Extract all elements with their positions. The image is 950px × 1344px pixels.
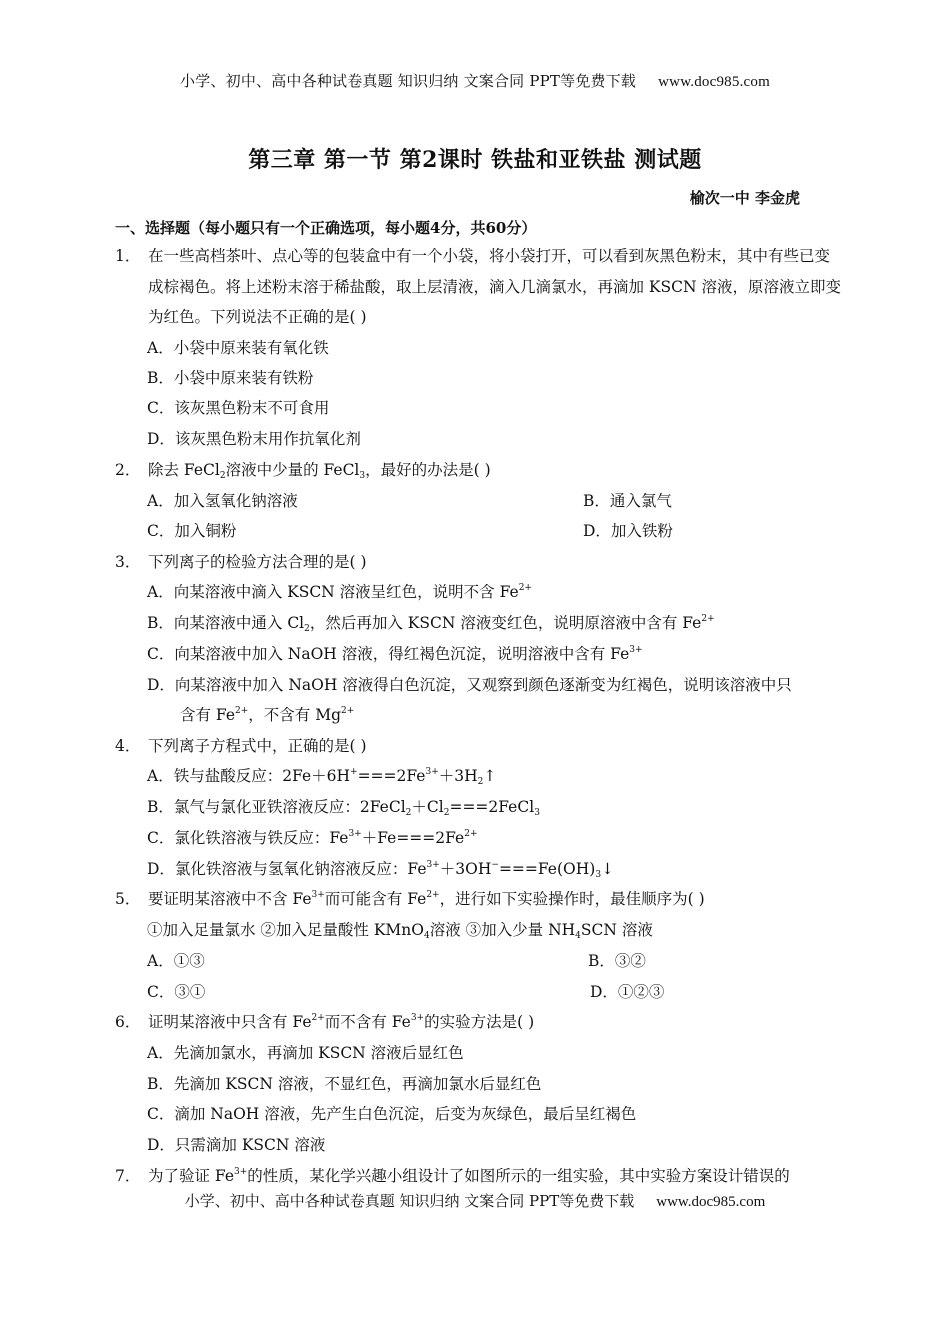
question-text: 为了验证 $Fe^{3+}$的性质，某化学兴趣小组设计了如图所示的一组实验，其中实验方案设计错误的 — [148, 1167, 790, 1185]
q3-option-d-continued: 含有 $Fe^{2+}$，不含有 $Mg^{2+}$ — [180, 706, 355, 724]
q4-option-b: B．氯气与氯化亚铁溶液反应：$2FeCl_2+Cl_2===2FeCl_3$ — [147, 798, 540, 818]
q5-option-d: D．①②③ — [590, 983, 665, 1001]
q5-option-b: B．③② — [588, 952, 646, 970]
header-text: 小学、初中、高中各种试卷真题 知识归纳 文案合同 PPT等免费下载 — [180, 72, 637, 90]
q4-option-d: D．氯化铁溶液与氢氧化钠溶液反应：$Fe^{3+}+3OH^-===Fe(OH)_3↓$ — [147, 860, 615, 880]
footer-url[interactable]: www.doc985.com — [656, 1194, 766, 1210]
q3-option-a: A．向某溶液中滴入 KSCN 溶液呈红色，说明不含 $Fe^{2+}$ — [147, 583, 532, 601]
question-number: 1． — [115, 247, 141, 265]
author: 榆次一中 李金虎 — [689, 189, 800, 207]
q3-option-c: C．向某溶液中加入 NaOH 溶液，得红褐色沉淀，说明溶液中含有 $Fe^{3+}$ — [147, 645, 643, 663]
question-4 — [115, 731, 845, 762]
question-number: 7． — [115, 1167, 141, 1185]
question-text: 在一些高档茶叶、点心等的包装盒中有一个小袋，将小袋打开，可以看到灰黑色粉末，其中有些已变成棕褐色。将上述粉末溶于稀盐酸，取上层清液，滴入几滴氯水，再滴加 KSCN 溶液，原溶液立即变为红色。下列说法不正确的是( ) — [148, 247, 841, 326]
q5-steps: ①加入足量氯水 ②加入足量酸性 KMnO$_4$溶液 ③加入少量 $NH_4SCN$ 溶液 — [147, 921, 653, 941]
q4-option-a: A．铁与盐酸反应：$2Fe+6H^+===2Fe^{3+}+3H_2↑$ — [147, 767, 497, 787]
footer-text: 小学、初中、高中各种试卷真题 知识归纳 文案合同 PPT等免费下载 — [184, 1192, 635, 1210]
question-number: 6． — [115, 1013, 141, 1031]
question-3 — [115, 547, 845, 578]
page-footer — [0, 1190, 950, 1211]
question-text: 证明某溶液中只含有 $Fe^{2+}$而不含有 $Fe^{3+}$的实验方法是( ) — [148, 1013, 535, 1031]
q1-option-b: B．小袋中原来装有铁粉 — [147, 369, 314, 387]
q2-option-d: D．加入铁粉 — [583, 522, 673, 540]
question-number: 2． — [115, 461, 141, 479]
question-5 — [115, 884, 845, 915]
q6-option-c: C．滴加 NaOH 溶液，先产生白色沉淀，后变为灰绿色，最后呈红褐色 — [147, 1105, 637, 1123]
question-2 — [115, 455, 845, 486]
q1-option-c: C．该灰黑色粉末不可食用 — [147, 399, 330, 417]
q5-option-a: A．①③ — [147, 952, 205, 970]
q4-option-c: C．氯化铁溶液与铁反应：$Fe^{3+}+Fe===2Fe^{2+}$ — [147, 829, 478, 847]
header-url[interactable]: www.doc985.com — [658, 74, 770, 90]
section-heading: 一、选择题（每小题只有一个正确选项，每小题4分，共60分） — [115, 219, 537, 237]
q5-option-c: C．③① — [147, 983, 206, 1001]
question-text: 下列离子方程式中，正确的是( ) — [148, 737, 367, 755]
q2-option-a: A．加入氢氧化钠溶液 — [147, 492, 298, 510]
q2-option-c: C．加入铜粉 — [147, 522, 237, 540]
q1-option-d: D．该灰黑色粉末用作抗氧化剂 — [147, 430, 361, 448]
question-7 — [115, 1161, 845, 1192]
q3-option-b: B．向某溶液中通入 $Cl_2$，然后再加入 KSCN 溶液变红色，说明原溶液中含有 $Fe^{2+}$ — [147, 614, 715, 634]
question-number: 5． — [115, 890, 141, 908]
question-text: 除去 FeCl$_2$溶液中少量的 FeCl$_3$，最好的办法是( ) — [148, 461, 491, 481]
q6-option-a: A．先滴加氯水，再滴加 KSCN 溶液后显红色 — [147, 1044, 464, 1062]
page-title: 第三章 第一节 第2课时 铁盐和亚铁盐 测试题 — [248, 147, 702, 173]
page-header — [0, 70, 950, 91]
q1-option-a: A．小袋中原来装有氧化铁 — [147, 339, 329, 357]
q6-option-d: D．只需滴加 KSCN 溶液 — [147, 1136, 326, 1154]
question-6 — [115, 1007, 845, 1038]
question-number: 3． — [115, 553, 141, 571]
question-text: 要证明某溶液中不含 $Fe^{3+}$而可能含有 $Fe^{2+}$，进行如下实验操作时，最佳顺序为( ) — [148, 890, 705, 908]
q2-option-b: B．通入氯气 — [583, 492, 672, 510]
question-1 — [115, 241, 845, 333]
question-number: 4． — [115, 737, 141, 755]
q6-option-b: B．先滴加 KSCN 溶液，不显红色，再滴加氯水后显红色 — [147, 1075, 542, 1093]
question-text: 下列离子的检验方法合理的是( ) — [148, 553, 367, 571]
q3-option-d: D．向某溶液中加入 NaOH 溶液得白色沉淀，又观察到颜色逐渐变为红褐色，说明该溶液中只 — [147, 676, 792, 694]
